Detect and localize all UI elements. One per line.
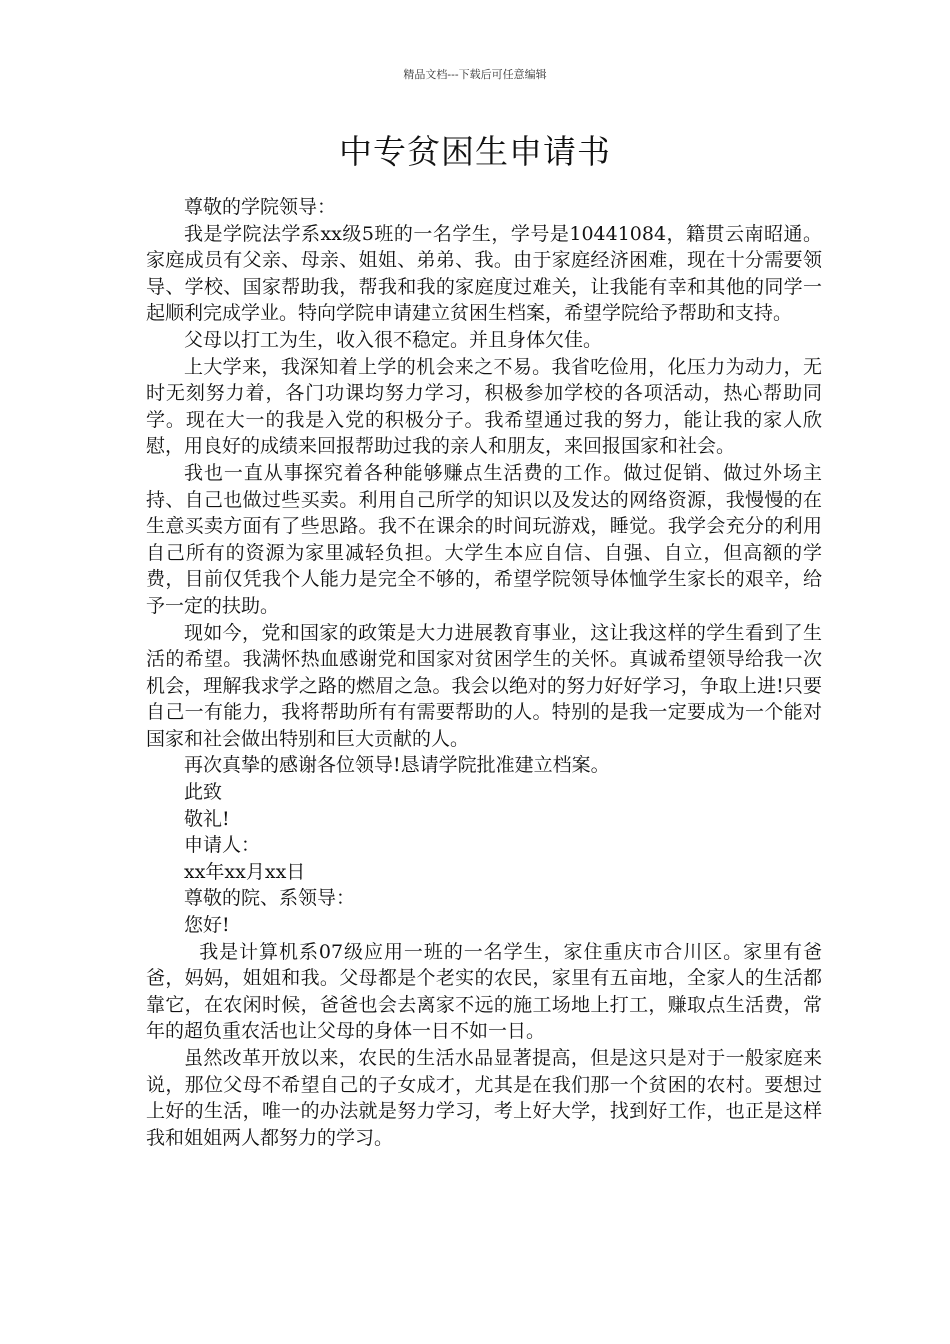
header-note: 精品文档---下载后可任意编辑 (403, 68, 547, 81)
greeting: 您好! (184, 914, 230, 937)
salutation: 尊敬的学院领导： (184, 196, 337, 218)
closing-ci-zhi: 此致 (184, 781, 223, 804)
salutation-second: 尊敬的院、系领导： (184, 887, 356, 910)
paragraph-study: 上大学来，我深知着上学的机会来之不易。我省吃俭用，化压力为动力，无时无刻努力着，各门功课均努力学习，积极参加学校的各项活动，热心帮助同学。现在大一的我是入党的积极分子。我希望通过我的努力，能让我的家人欣慰，用良好的成绩来回报帮助过我的亲人和朋友，来回报国家和社会。 (146, 355, 822, 458)
paragraph-policy: 现如今，党和国家的政策是大力进展教育事业，这让我这样的学生看到了生活的希望。我满怀热血感谢党和国家对贫困学生的关怀。真诚希望领导给我一次机会，理解我求学之路的燃眉之急。我会以绝对的努力好好学习，争取上进!只要自己一有能力，我将帮助所有有需要帮助的人。特别的是我一定要成为一个能对国家和社会做出特别和巨大贡献的人。 (146, 621, 822, 750)
paragraph-reform: 虽然改革开放以来，农民的生活水品显著提高，但是这只是对于一般家庭来说，那位父母不希望自己的子女成才，尤其是在我们那一个贫困的农村。要想过上好的生活，唯一的办法就是努力学习，考上好大学，找到好工作，也正是这样我和姐姐两人都努力的学习。 (146, 1047, 822, 1149)
closing-jing-li: 敬礼! (184, 807, 230, 830)
applicant-label: 申请人： (184, 834, 261, 857)
paragraph-second-intro: 我是计算机系07级应用一班的一名学生，家住重庆市合川区。家里有爸爸，妈妈，姐姐和我。父母都是个老实的农民，家里有五亩地，全家人的生活都靠它，在农闲时候，爸爸也会去离家不远的施工场地上打工，赚取点生活费，常年的超负重农活也让父母的身体一日不如一日。 (146, 940, 822, 1043)
paragraph-intro: 我是学院法学系xx级5班的一名学生，学号是10441084，籍贯云南昭通。家庭成员有父亲、母亲、姐姐、弟弟、我。由于家庭经济困难，现在十分需要领导、学校、国家帮助我，帮我和我的家庭度过难关，让我能有幸和其他的同学一起顺利完成学业。特向学院申请建立贫困生档案，希望学院给予帮助和支持。 (146, 222, 822, 325)
paragraph-work: 我也一直从事探究着各种能够赚点生活费的工作。做过促销、做过外场主持、自己也做过些买卖。利用自己所学的知识以及发达的网络资源，我慢慢的在生意买卖方面有了些思路。我不在课余的时间玩游戏，睡觉。我学会充分的利用自己所有的资源为家里减轻负担。大学生本应自信、自强、自立，但高额的学费，目前仅凭我个人能力是完全不够的，希望学院领导体恤学生家长的艰辛，给予一定的扶助。 (146, 461, 822, 617)
date-line: xx年xx月xx日 (184, 860, 306, 883)
paragraph-parents: 父母以打工为生，收入很不稳定。并且身体欠佳。 (184, 328, 603, 351)
document-title: 中专贫困生申请书 (339, 132, 611, 171)
paragraph-thanks: 再次真挚的感谢各位领导!恳请学院批准建立档案。 (184, 754, 610, 777)
document-body (146, 194, 822, 1151)
